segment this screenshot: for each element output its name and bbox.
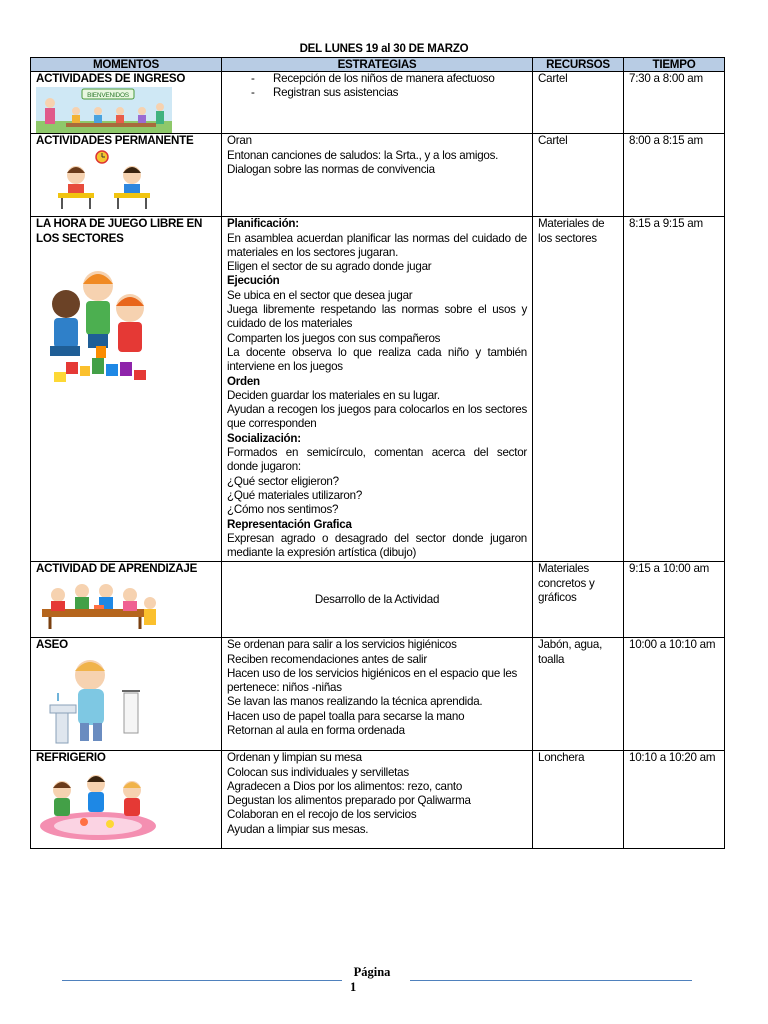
tiempo-cell: 10:10 a 10:20 am	[624, 751, 725, 849]
list-item: La docente observa lo que realiza cada niño y también interviene en los juegos	[227, 345, 527, 374]
list-item: - Registran sus asistencias	[255, 86, 527, 100]
list-item: ¿Qué materiales utilizaron?	[227, 488, 363, 502]
tiempo-cell: 8:15 a 9:15 am	[624, 217, 725, 562]
recursos-cell: Lonchera	[533, 751, 624, 849]
children-working-table-image	[36, 579, 160, 633]
momento-cell	[31, 72, 222, 134]
welcome-banner-text: BIENVENIDOS	[87, 92, 129, 100]
list-item: Reciben recomendaciones antes de salir	[227, 652, 427, 666]
estrategias-cell	[222, 751, 533, 849]
list-item: Colaboran en el recojo de los servicios	[227, 808, 417, 822]
tiempo-cell: 8:00 a 8:15 am	[624, 134, 725, 217]
tiempo-cell: 10:00 a 10:10 am	[624, 638, 725, 751]
section-heading-representacion: Representación Grafica	[227, 517, 352, 531]
moment-label-ingreso: ACTIVIDADES DE INGRESO	[36, 72, 186, 85]
estrategias-cell	[222, 134, 533, 217]
momento-cell	[31, 638, 222, 751]
table-row-juego	[31, 217, 725, 562]
list-item: Hacen uso de papel toalla para secarse la mano	[227, 709, 465, 723]
page-title: DEL LUNES 19 al 30 DE MARZO	[299, 43, 469, 55]
list-item: Comparten los juegos con sus compañeros	[227, 331, 441, 345]
list-item: Se ubica en el sector que desea jugar	[227, 288, 413, 302]
list-item: Deciden guardar los materiales en su lugar.	[227, 388, 440, 402]
list-item: Dialogan sobre las normas de convivencia	[227, 162, 435, 176]
page-number: 1	[350, 980, 357, 994]
footer-line-right	[410, 980, 692, 981]
list-item: Hacen uso de los servicios higiénicos en el espacio que les pertenece: niños -niñas	[227, 666, 518, 695]
estrategias-cell	[222, 72, 533, 134]
moment-label-permanente: ACTIVIDADES PERMANENTE	[36, 134, 194, 148]
momento-cell	[31, 751, 222, 849]
estrategias-cell	[222, 217, 533, 562]
list-item: Se lavan las manos realizando la técnica aprendida.	[227, 695, 483, 709]
table-header-row	[31, 58, 725, 72]
list-item: ¿Qué sector eligieron?	[227, 474, 339, 488]
tiempo-cell: 9:15 a 10:00 am	[624, 562, 725, 638]
children-playing-blocks-image	[36, 262, 160, 396]
list-item: Juega libremente respetando las normas sobre el usos y cuidado de los materiales	[227, 303, 527, 331]
list-item: Ordenan y limpian su mesa	[227, 751, 362, 765]
moment-label-refrigerio: REFRIGERIO	[36, 751, 106, 765]
recursos-cell: Materiales concretos y gráficos	[533, 562, 624, 638]
recursos-cell: Jabón, agua, toalla	[533, 638, 624, 751]
list-item: Retornan al aula en forma ordenada	[227, 724, 405, 738]
table-row-permanente	[31, 134, 725, 217]
welcome-classroom-image	[36, 87, 172, 133]
estrategias-cell	[222, 638, 533, 751]
child-washing-hands-image	[46, 653, 146, 745]
recursos-cell: Materiales de los sectores	[533, 217, 624, 562]
list-item: Degustan los alimentos preparado por Qaliwarma	[227, 794, 471, 808]
list-item: Entonan canciones de saludos: la Srta., y a los amigos.	[227, 148, 499, 162]
section-heading-orden: Orden	[227, 374, 260, 388]
recursos-cell: Cartel	[533, 72, 624, 134]
list-item: Colocan sus individuales y servilletas	[227, 765, 409, 779]
table-row-refrigerio	[31, 751, 725, 849]
list-item: Expresan agrado o desagrado del sector donde jugaron mediante la expresión artística (dibujo)	[227, 531, 527, 560]
children-eating-picnic-image	[36, 768, 160, 842]
header-estrategias: ESTRATEGIAS	[222, 58, 533, 72]
list-item: Desarrollo de la Actividad	[314, 592, 440, 606]
momento-cell	[31, 217, 222, 562]
list-item: Eligen el sector de su agrado donde jugar	[227, 260, 432, 274]
page-label: Página	[353, 965, 391, 979]
list-item: Ayudan a recogen los juegos para colocarlos en los sectores que corresponden	[227, 403, 527, 431]
footer-line-left	[62, 980, 342, 981]
section-heading-ejecucion: Ejecución	[227, 274, 280, 288]
moment-label-juego: LA HORA DE JUEGO LIBRE EN LOS SECTORES	[36, 217, 203, 245]
children-at-desks-image	[36, 149, 166, 211]
header-recursos: RECURSOS	[533, 58, 624, 72]
recursos-cell: Cartel	[533, 134, 624, 217]
list-item: Se ordenan para salir a los servicios higiénicos	[227, 638, 457, 652]
section-heading-planificacion: Planificación:	[227, 217, 299, 231]
list-item: ¿Cómo nos sentimos?	[227, 503, 339, 517]
header-momentos: MOMENTOS	[31, 58, 222, 72]
list-item: Formados en semicírculo, comentan acerca del sector donde jugaron:	[227, 446, 527, 474]
moment-label-aprendizaje: ACTIVIDAD DE APRENDIZAJE	[36, 562, 198, 576]
list-item: Ayudan a limpiar sus mesas.	[227, 822, 369, 836]
header-tiempo: TIEMPO	[624, 58, 725, 72]
list-item: En asamblea acuerdan planificar las normas del cuidado de materiales en los sectores jugaran.	[227, 231, 527, 259]
list-item: Oran	[227, 134, 252, 148]
table-row-aprendizaje	[31, 562, 725, 638]
section-heading-socializacion: Socialización:	[227, 431, 301, 445]
table-row-ingreso	[31, 72, 725, 134]
table-row-aseo	[31, 638, 725, 751]
estrategias-cell	[222, 562, 533, 638]
list-item: - Recepción de los niños de manera afectuoso	[255, 72, 527, 86]
list-item: Agradecen a Dios por los alimentos: rezo, canto	[227, 779, 463, 793]
estrategias-list-ingreso	[227, 72, 527, 101]
momento-cell	[31, 134, 222, 217]
momento-cell	[31, 562, 222, 638]
moment-label-aseo: ASEO	[36, 638, 68, 652]
tiempo-cell: 7:30 a 8:00 am	[624, 72, 725, 134]
page-footer	[342, 965, 402, 995]
schedule-table	[30, 57, 725, 849]
